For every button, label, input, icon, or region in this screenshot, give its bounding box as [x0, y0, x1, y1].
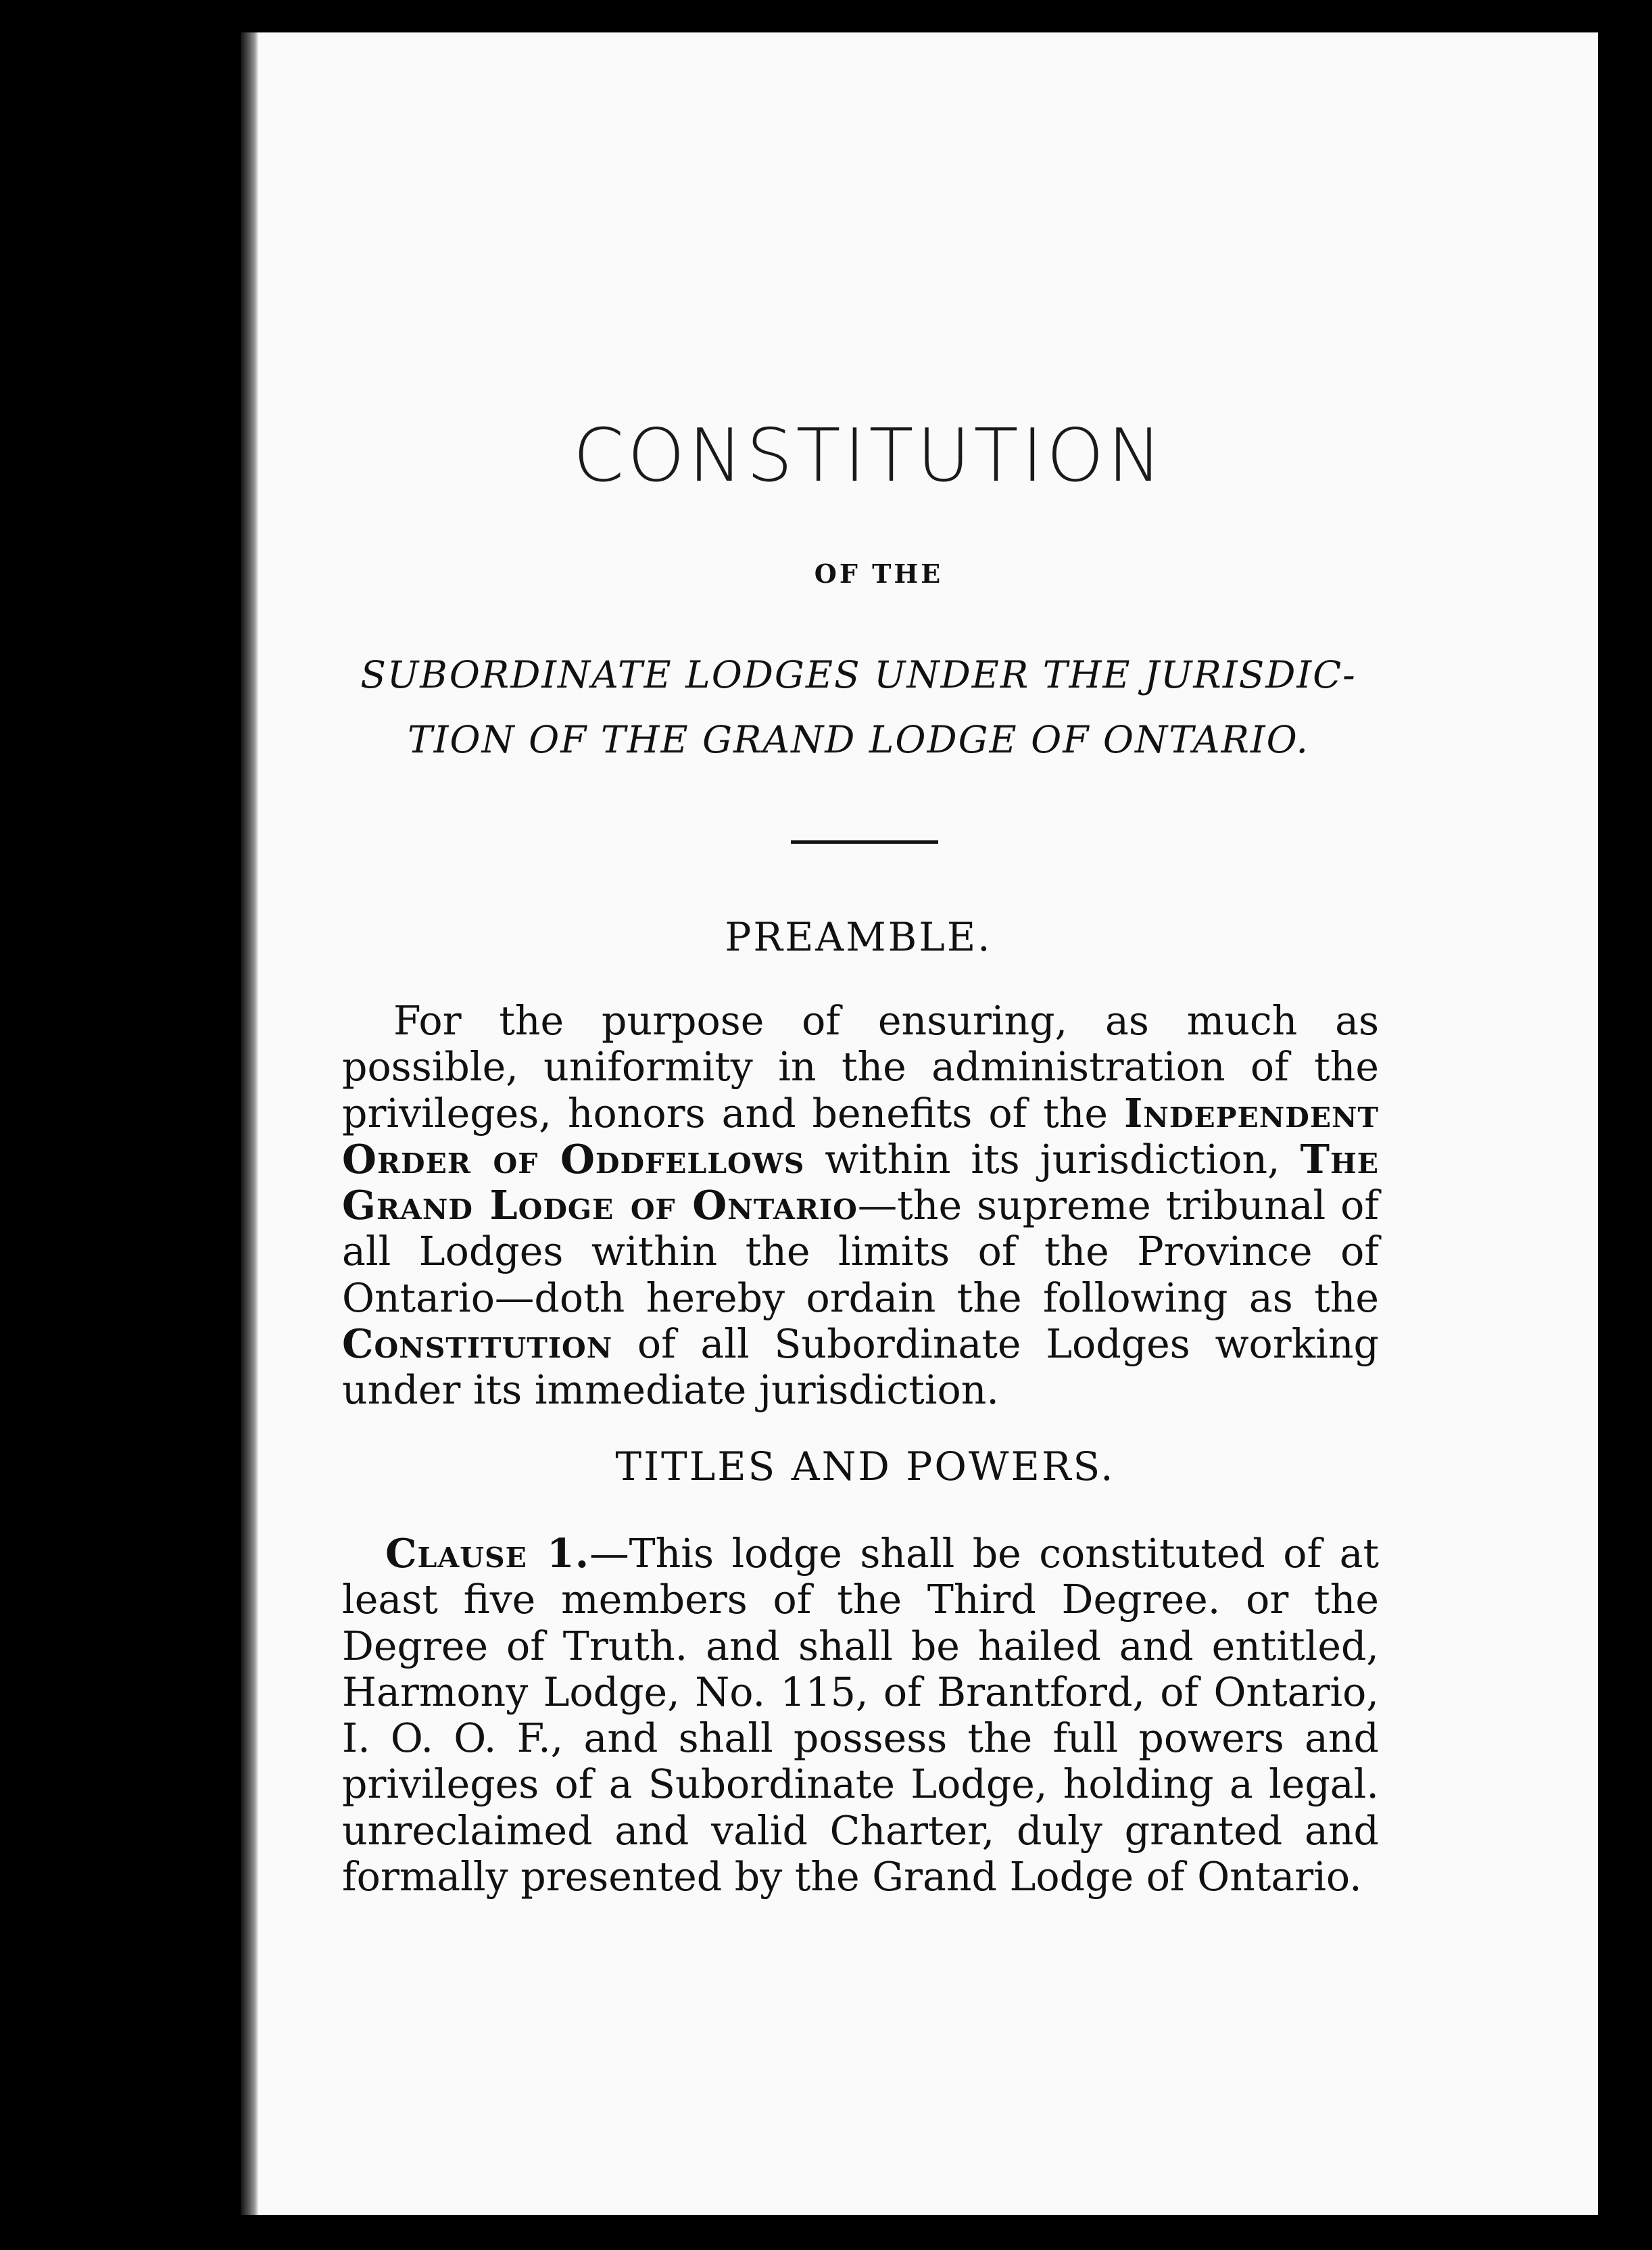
clause-1-paragraph: [342, 1531, 1379, 1900]
preamble-text-c: —the supreme tribunal of all Lodges within the limits of the Province of Ontario—doth hereby ordain the following as the: [342, 1182, 1379, 1321]
page-binding-edge: [241, 32, 258, 2215]
preamble-text-a: For the purpose of ensuring, as much as possible, uniformity in the administration of the privileges, honors and benefits of the: [342, 998, 1379, 1136]
preamble-paragraph: [342, 998, 1379, 1414]
scan-border-right: [1598, 0, 1652, 2250]
preamble-text-b: within its jurisdiction,: [804, 1136, 1301, 1182]
section-divider: [791, 840, 938, 844]
title-connector: OF THE: [814, 558, 944, 589]
titles-and-powers-heading: TITLES AND POWERS.: [615, 1443, 1115, 1489]
order-name: Independent Order of Oddfellows: [342, 1089, 1379, 1182]
subtitle-line-2: TION OF THE GRAND LODGE OF ONTARIO.: [407, 718, 1309, 761]
constitution-term: Constitution: [342, 1320, 613, 1368]
clause-text: —This lodge shall be constituted of at least five members of the Third Degree. or the Degree of Truth. and shall be hailed and entitled, Harmony Lodge, No. 115, of Brantford, of Ontario, I. O. O. F., and shall possess the full powers and privileges of a Subordinate Lodge, holding a legal. unreclaimed and valid Charter, duly granted and formally presented by the Grand Lodge of Ontario.: [342, 1531, 1379, 1900]
grand-lodge-name: The Grand Lodge of Ontario: [342, 1135, 1380, 1229]
preamble-text-d: of all Subordinate Lodges working under its immediate jurisdiction.: [342, 1321, 1379, 1414]
subtitle-line-1: SUBORDINATE LODGES UNDER THE JURISDIC-: [360, 653, 1357, 696]
clause-label: Clause 1.: [385, 1530, 590, 1577]
document-title: CONSTITUTION: [573, 414, 1166, 498]
preamble-heading: PREAMBLE.: [725, 914, 992, 960]
scan-border-left: [0, 0, 241, 2250]
